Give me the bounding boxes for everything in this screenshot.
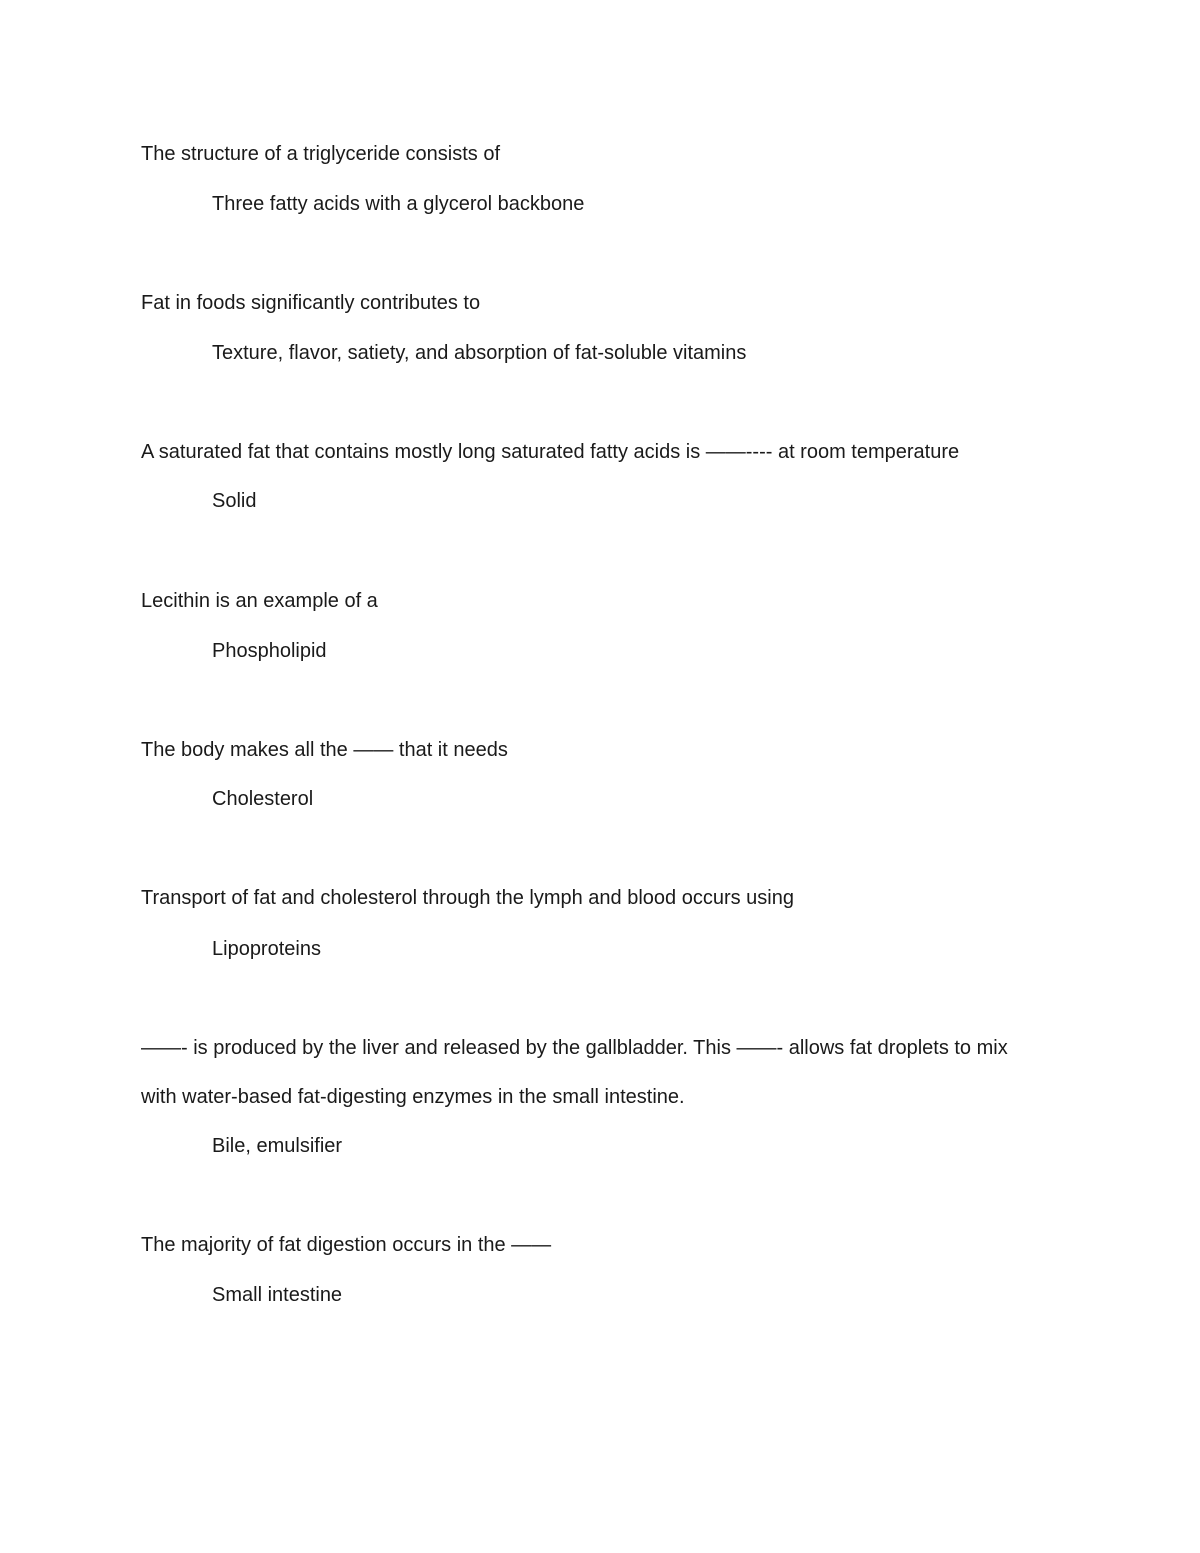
answer-1: Three fatty acids with a glycerol backbone xyxy=(212,193,585,215)
question-6: Transport of fat and cholesterol through the lymph and blood occurs using xyxy=(141,887,794,909)
answer-8: Small intestine xyxy=(212,1284,343,1306)
question-3: A saturated fat that contains mostly long saturated fatty acids is ——---- at room temperature xyxy=(141,441,960,463)
question-1: The structure of a triglyceride consists of xyxy=(141,143,501,165)
answer-5: Cholesterol xyxy=(212,788,314,810)
answer-3: Solid xyxy=(212,490,257,512)
answer-6: Lipoproteins xyxy=(212,938,321,960)
question-4: Lecithin is an example of a xyxy=(141,590,378,612)
question-7-line-1: ——- is produced by the liver and released by the gallbladder. This ——- allows fat droplets to mix xyxy=(141,1037,1008,1059)
question-5: The body makes all the —— that it needs xyxy=(141,739,508,761)
answer-4: Phospholipid xyxy=(212,640,327,662)
answer-2: Texture, flavor, satiety, and absorption of fat-soluble vitamins xyxy=(212,342,747,364)
answer-7: Bile, emulsifier xyxy=(212,1135,343,1157)
question-8: The majority of fat digestion occurs in the —— xyxy=(141,1234,552,1256)
question-7-line-2: with water-based fat-digesting enzymes in the small intestine. xyxy=(141,1086,685,1108)
question-2: Fat in foods significantly contributes to xyxy=(141,292,481,314)
